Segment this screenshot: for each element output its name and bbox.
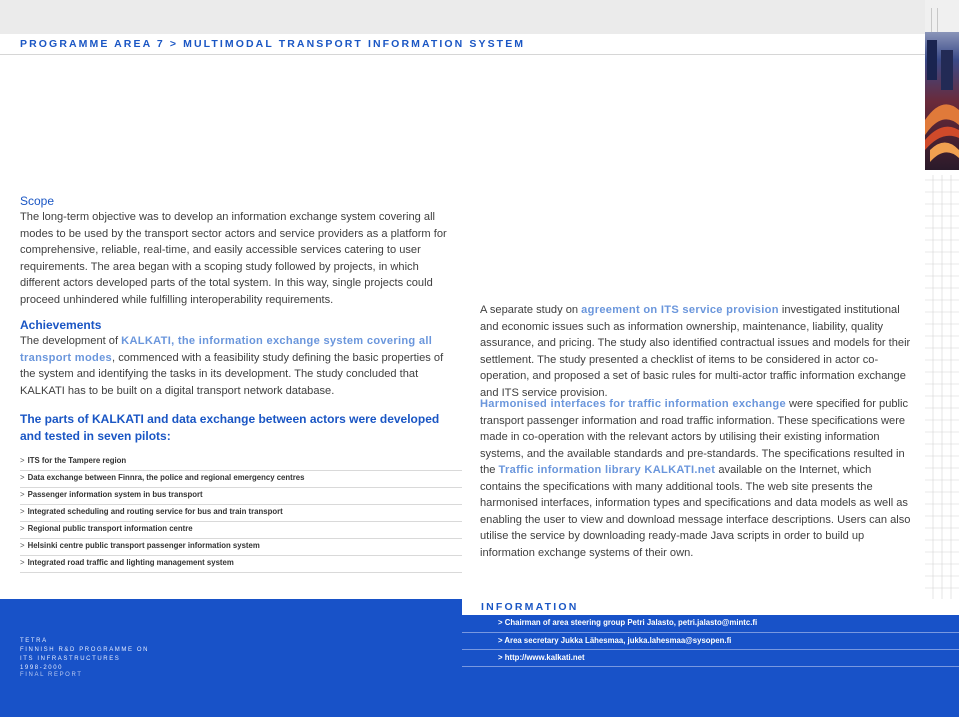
- header-divider: [0, 54, 925, 55]
- interfaces-highlight: Harmonised interfaces for traffic information exchange: [480, 398, 786, 410]
- pilot-item: [20, 538, 462, 556]
- pilot-item: [20, 487, 462, 505]
- top-bar: [0, 0, 925, 34]
- achievements-heading: Achievements: [20, 318, 102, 332]
- pilot-item-label: Integrated scheduling and routing service for bus and train transport: [27, 507, 283, 516]
- achievements-section: [20, 317, 450, 399]
- kalkati-highlight: KALKATI, the information exchange system covering all transport modes: [20, 335, 433, 364]
- arrow-icon: >: [20, 558, 25, 567]
- pilot-item-label: ITS for the Tampere region: [27, 456, 127, 465]
- pilot-item: [20, 504, 462, 522]
- pilot-item: [20, 521, 462, 539]
- info-chairman: > Chairman of area steering group Petri Jalasto, petri.jalasto@mintc.fi: [498, 618, 758, 627]
- pilots-heading: The parts of KALKATI and data exchange between actors were developed and tested in seven pilots:: [20, 412, 440, 443]
- arrow-icon: >: [20, 490, 25, 499]
- programme-name: [20, 637, 149, 673]
- interfaces-text-mid: were specified for public transport passenger information and road traffic information. These specifications were made in co-operation with the relevant actors by utilising their existing information systems, and the available standards and pre-standards. The specifications resulted in the: [480, 398, 909, 476]
- agreement-text: [480, 302, 912, 401]
- info-secretary: > Area secretary Jukka Lähesmaa, jukka.lahesmaa@sysopen.fi: [498, 636, 732, 645]
- pilot-item-label: Helsinki centre public transport passenger information system: [27, 541, 260, 550]
- arrow-icon: >: [20, 456, 25, 465]
- achievements-text-end: , commenced with a feasibility study defining the basic properties of the system and identifying the tasks in its development. The study concluded that KALKATI has to be built on a digital transport network database.: [20, 351, 444, 397]
- agreement-highlight: agreement on ITS service provision: [581, 304, 779, 316]
- arrow-icon: >: [20, 507, 25, 516]
- interfaces-text-end: available on the Internet, which contains the specifications with many additional tools. The web site presents the harmonised interfaces, information types and specifications and data models as well as enabling the user to view and download message interface descriptions. Users can also utilise the service by downloading ready-made Java scripts in order to build up information exchange systems of their own.: [480, 464, 911, 559]
- programme-line: 1998-2000: [20, 665, 64, 671]
- pilot-item-label: Integrated road traffic and lighting management system: [27, 558, 234, 567]
- pilot-item-label: Regional public transport information centre: [27, 524, 193, 533]
- arrow-icon: >: [20, 473, 25, 482]
- arrow-icon: >: [20, 524, 25, 533]
- info-website-link[interactable]: > http://www.kalkati.net: [498, 653, 585, 662]
- achievements-text: [20, 333, 450, 399]
- information-heading: INFORMATION: [481, 601, 579, 613]
- interfaces-section: [480, 396, 912, 561]
- programme-line: FINNISH R&D PROGRAMME ON: [20, 647, 150, 653]
- pilots-section: [20, 411, 460, 445]
- programme-line: TETRA: [20, 638, 48, 644]
- interfaces-text: [480, 396, 912, 561]
- city-traffic-photo: [925, 0, 959, 170]
- final-report-label: FINAL REPORT: [20, 672, 83, 678]
- agreement-text-start: A separate study on: [480, 304, 582, 316]
- programme-line: ITS INFRASTRUCTURES: [20, 656, 121, 662]
- agreement-section: [480, 302, 912, 401]
- scope-section: [20, 193, 450, 308]
- pilot-item: [20, 470, 462, 488]
- achievements-text-start: The development of: [20, 335, 122, 347]
- scope-text: The long-term objective was to develop an information exchange system covering all modes to be used by the transport sector actors and service providers as a platform for comprehensive, reliable, real-time, and easily accessible services catering to user requirements. The area began with a scoping study followed by projects, in which different actors developed parts of the total system. In this way, single projects could proceed unhindered while fulfilling interoperability requirements.: [20, 211, 447, 306]
- pilot-item-label: Passenger information system in bus transport: [27, 490, 203, 499]
- pilot-item: [20, 453, 462, 471]
- pilot-item: [20, 555, 462, 573]
- arrow-icon: >: [20, 541, 25, 550]
- photo-illustration: [925, 0, 959, 170]
- info-divider: [462, 666, 959, 667]
- agreement-text-end: investigated institutional and economic issues such as information ownership, maintenance, liability, quality assurance, and pricing. The study also identified contractual issues and models for their settlement. The study presented a checklist of items to be considered in actor co-operation, and proposed a set of basic rules for multi-actor traffic information exchange and ITS service provision.: [480, 304, 911, 399]
- page-header-title: PROGRAMME AREA 7 > MULTIMODAL TRANSPORT INFORMATION SYSTEM: [20, 38, 526, 50]
- pilot-item-label: Data exchange between Finnra, the police and regional emergency centres: [27, 473, 305, 482]
- library-highlight: Traffic information library KALKATI.net: [498, 464, 716, 476]
- scope-heading: Scope: [20, 194, 55, 208]
